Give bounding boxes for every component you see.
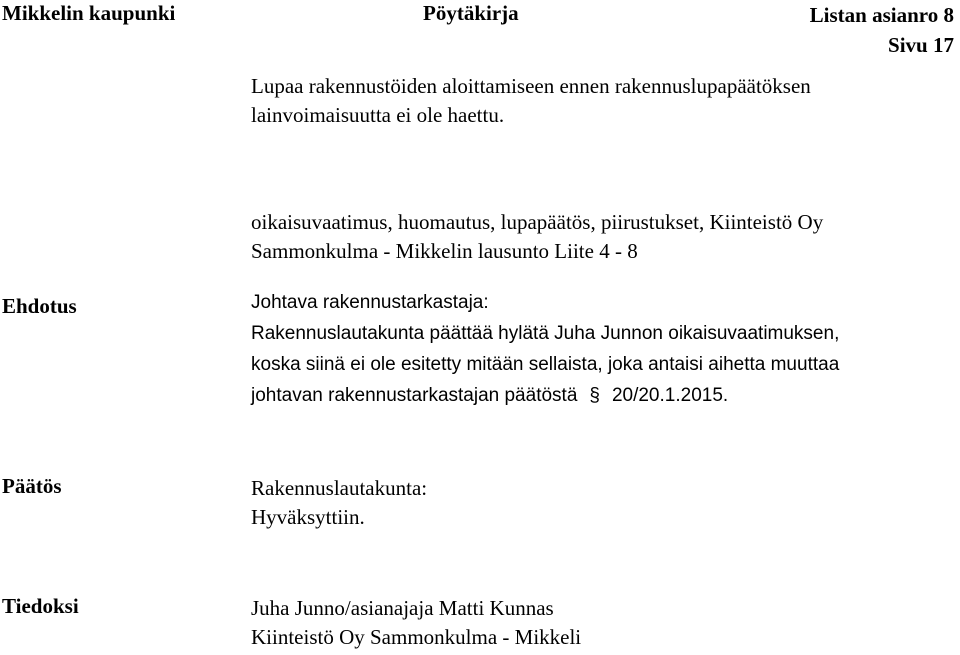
intro-paragraph xyxy=(251,72,951,130)
document-type: Pöytäkirja xyxy=(423,1,519,25)
proposal-line: Johtava rakennustarkastaja: xyxy=(251,292,489,313)
proposal-last-line-end: 20/20.1.2015. xyxy=(611,385,729,406)
notices-line: Juha Junno/asianajaja Matti Kunnas xyxy=(251,596,554,620)
attachments-line: oikaisuvaatimus, huomautus, lupapäätös, piirustukset, Kiinteistö Oy xyxy=(251,210,824,234)
list-item-number: Listan asianro 8 xyxy=(809,3,954,27)
proposal-label: Ehdotus xyxy=(2,294,77,318)
attachments-paragraph xyxy=(251,208,951,266)
notices-label: Tiedoksi xyxy=(2,594,79,618)
organization-name: Mikkelin kaupunki xyxy=(2,1,176,25)
proposal-last-line-start: johtavan rakennustarkastajan päätöstä xyxy=(251,385,578,406)
decision-line: Rakennuslautakunta: xyxy=(251,476,428,500)
decision-line: Hyväksyttiin. xyxy=(251,505,365,529)
section-sign: § xyxy=(589,385,600,406)
intro-line: lainvoimaisuutta ei ole haettu. xyxy=(251,103,505,127)
proposal-line: koska siinä ei ole esitetty mitään sellaista, joka antaisi aihetta muuttaa xyxy=(251,354,840,375)
header-right-block xyxy=(810,0,954,60)
intro-line: Lupaa rakennustöiden aloittamiseen ennen rakennuslupapäätöksen xyxy=(251,74,811,98)
decision-paragraph xyxy=(251,474,951,532)
decision-label: Päätös xyxy=(2,474,62,498)
proposal-last-line xyxy=(251,380,951,411)
proposal-line: Rakennuslautakunta päättää hylätä Juha Junnon oikaisuvaatimuksen, xyxy=(251,323,840,344)
notices-paragraph xyxy=(251,594,951,652)
attachments-line: Sammonkulma - Mikkelin lausunto Liite 4 - 8 xyxy=(251,239,638,263)
proposal-paragraph xyxy=(251,287,951,411)
page-number: Sivu 17 xyxy=(888,33,954,57)
notices-line: Kiinteistö Oy Sammonkulma - Mikkeli xyxy=(251,625,582,649)
